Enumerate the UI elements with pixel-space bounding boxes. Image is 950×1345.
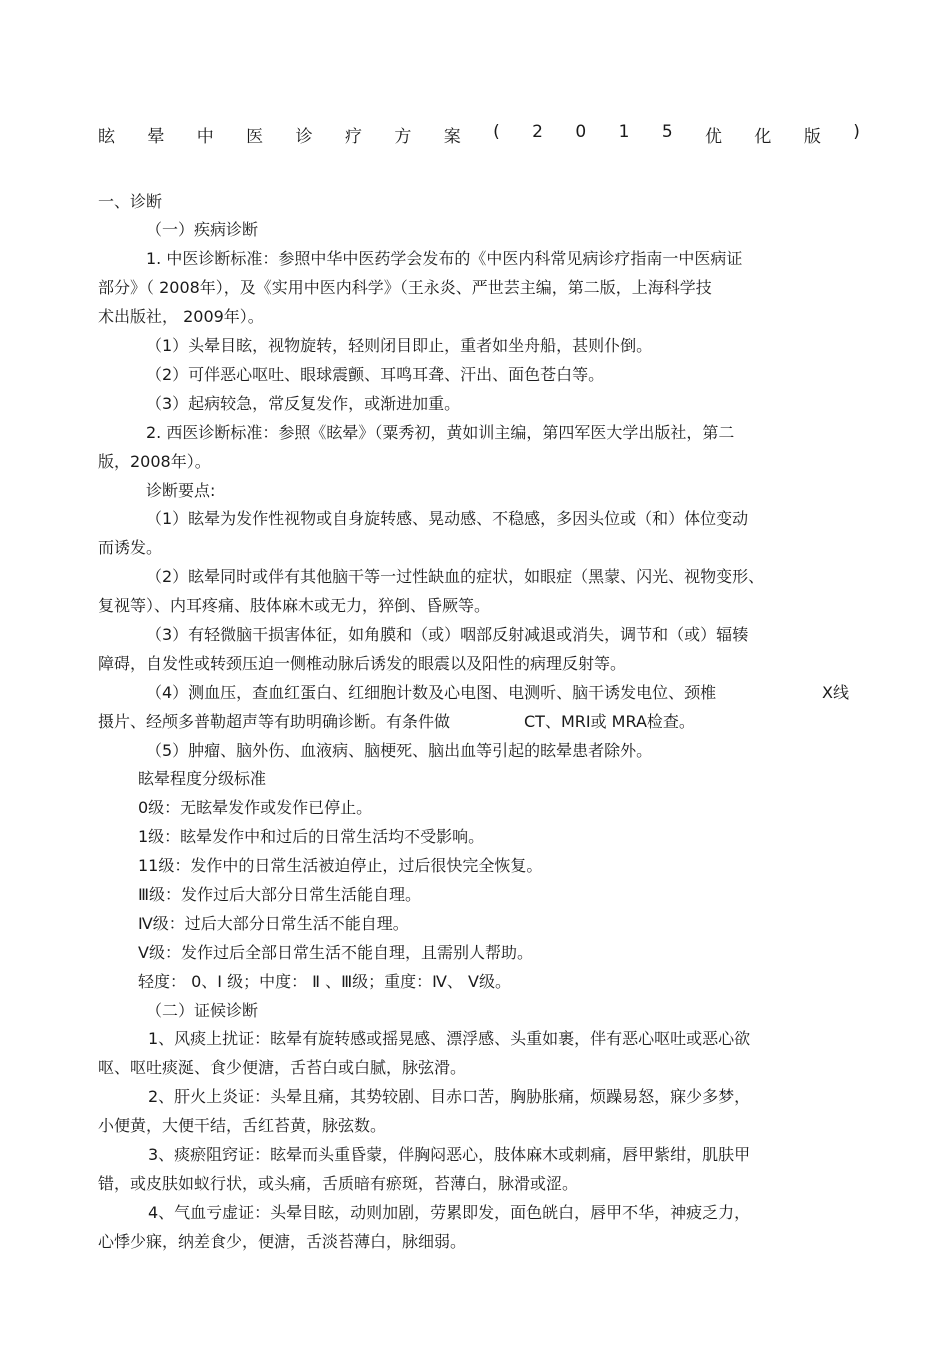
syndrome-line: 2、肝火上炎证：头晕且痛，其势较剧、目赤口苦，胸胁胀痛，烦躁易怒，寐少多梦， [148, 1087, 751, 1106]
title-char: 版 [803, 127, 821, 147]
syndrome-line: 呕、呕吐痰涎、食少便溏，舌苔白或白腻，脉弦滑。 [98, 1058, 467, 1077]
key-point-xray-text: X线 [822, 683, 849, 702]
syndrome-line: 3、痰瘀阻窍证：眩晕而头重昏蒙，伴胸闷恶心，肢体麻木或刺痛，唇甲紫绀，肌肤甲 [148, 1145, 751, 1164]
key-point-line: （2）眩晕同时或伴有其他脑干等一过性缺血的症状，如眼症（黑蒙、闪光、视物变形、 [146, 567, 765, 586]
title-char: 方 [394, 127, 412, 147]
symptom-item: （2）可伴恶心呕吐、眼球震颤、耳鸣耳聋、汗出、面色苍白等。 [146, 365, 605, 384]
syndrome-line: 4、气血亏虚证：头晕目眩，动则加剧，劳累即发，面色㿠白，唇甲不华，神疲乏力， [148, 1203, 751, 1222]
grade-standard-heading: 眩晕程度分级标准 [138, 769, 267, 788]
grade-item: Ⅴ级：发作过后全部日常生活不能自理，且需别人帮助。 [138, 943, 533, 962]
key-points-heading: 诊断要点: [146, 481, 216, 500]
title-char: 5 [661, 122, 673, 142]
syndrome-line: 心悸少寐，纳差食少，便溏，舌淡苔薄白，脉细弱。 [98, 1232, 467, 1251]
title-char: 1 [618, 122, 630, 142]
wm-standard-line: 2. 西医诊断标准：参照《眩晕》（粟秀初，黄如训主编，第四军医大学出版社，第二 [146, 423, 735, 442]
symptom-item: （3）起病较急，常反复发作，或渐进加重。 [146, 394, 461, 413]
title-char: 疗 [344, 127, 362, 147]
title-char: 诊 [295, 127, 313, 147]
key-point-line: （1）眩晕为发作性视物或自身旋转感、晃动感、不稳感，多因头位或（和）体位变动 [146, 509, 749, 528]
key-point-line: （5）肿瘤、脑外伤、血液病、脑梗死、脑出血等引起的眩晕患者除外。 [146, 741, 653, 760]
title-char: 0 [575, 122, 587, 142]
key-point-line: 障碍，自发性或转颈压迫一侧椎动脉后诱发的眼震以及阳性的病理反射等。 [98, 654, 627, 673]
title-char: 医 [246, 127, 264, 147]
symptom-item: （1）头晕目眩，视物旋转，轻则闭目即止，重者如坐舟船，甚则仆倒。 [146, 336, 653, 355]
grade-item: 11级：发作中的日常生活被迫停止，过后很快完全恢复。 [138, 856, 543, 875]
syndrome-line: 1、风痰上扰证：眩晕有旋转感或摇晃感、漂浮感、头重如裹，伴有恶心呕吐或恶心欲 [148, 1029, 751, 1048]
syndrome-line: 小便黄，大便干结，舌红苔黄，脉弦数。 [98, 1116, 387, 1135]
title-char: 2 [532, 122, 543, 142]
severity-summary: 轻度： 0、Ⅰ 级；中度： Ⅱ 、Ⅲ级；重度：Ⅳ、 Ⅴ级。 [138, 972, 511, 991]
subsection-syndrome-diagnosis: （二）证候诊断 [146, 1001, 259, 1020]
grade-item: Ⅳ级：过后大部分日常生活不能自理。 [138, 914, 409, 933]
key-point-line: 而诱发。 [98, 538, 163, 557]
title-char: 晕 [147, 127, 165, 147]
section-heading-diagnosis: 一、诊断 [98, 192, 163, 211]
grade-item: Ⅲ级：发作过后大部分日常生活能自理。 [138, 885, 422, 904]
title-char: 化 [754, 127, 772, 147]
key-point-line: （4）测血压，查血红蛋白、红细胞计数及心电图、电测听、脑干诱发电位、颈椎 [146, 683, 717, 702]
tcm-standard-line: 部分》（ 2008年），及《实用中医内科学》（王永炎、严世芸主编，第二版，上海科学技 [98, 278, 712, 297]
grade-item: 1级：眩晕发作中和过后的日常生活均不受影响。 [138, 827, 485, 846]
grade-item: 0级：无眩晕发作或发作已停止。 [138, 798, 373, 817]
title-char: 优 [705, 127, 723, 147]
syndrome-line: 错，或皮肤如蚁行状，或头痛，舌质暗有瘀斑，苔薄白，脉滑或涩。 [98, 1174, 579, 1193]
subsection-disease-diagnosis: （一）疾病诊断 [146, 220, 259, 239]
key-point-line: 摄片、经颅多普勒超声等有助明确诊断。有条件做 [98, 712, 451, 731]
key-point-imaging-text: CT、MRI或 MRA检查。 [524, 712, 695, 731]
tcm-standard-line: 1. 中医诊断标准：参照中华中医药学会发布的《中医内科常见病诊疗指南一中医病证 [146, 249, 743, 268]
tcm-standard-line: 术出版社， 2009年）。 [98, 307, 264, 326]
title-char: 案 [443, 127, 461, 147]
wm-standard-line: 版，2008年）。 [98, 452, 211, 471]
key-point-line: （3）有轻微脑干损害体征，如角膜和（或）咽部反射减退或消失，调节和（或）辐辏 [146, 625, 749, 644]
title-char: 中 [196, 127, 214, 147]
title-char: ) [853, 122, 860, 142]
document-title [98, 122, 860, 147]
key-point-line: 复视等）、内耳疼痛、肢体麻木或无力，猝倒、昏厥等。 [98, 596, 491, 615]
title-char: ( [493, 122, 500, 142]
title-char: 眩 [98, 127, 115, 147]
